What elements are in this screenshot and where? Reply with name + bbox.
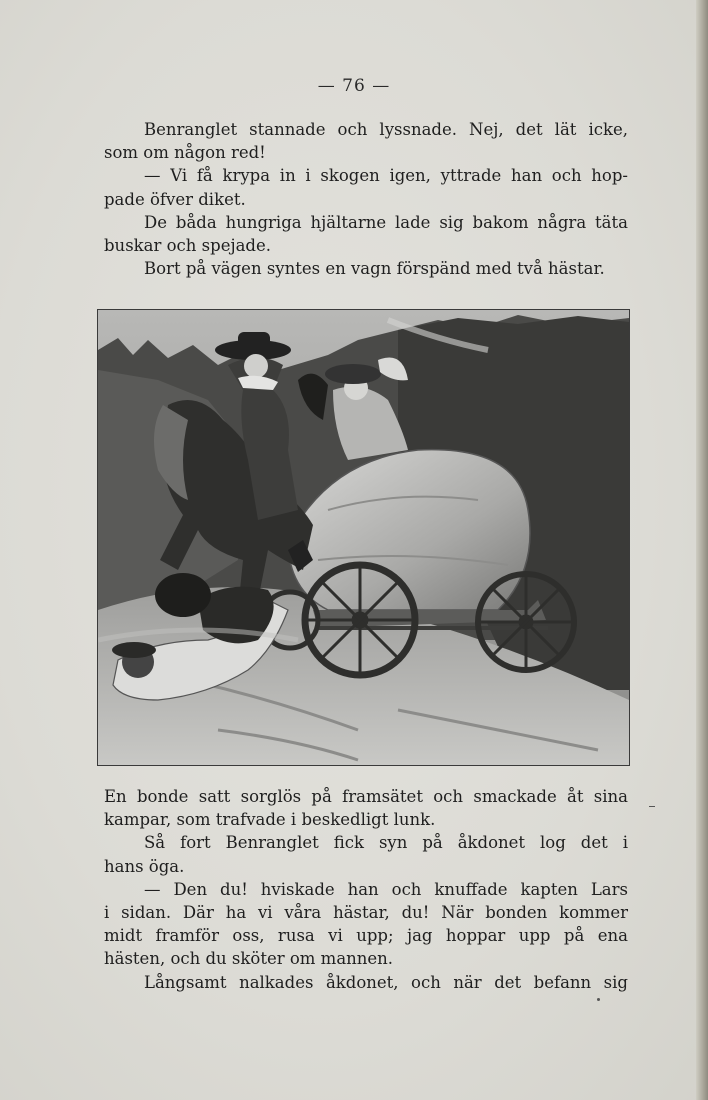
text-line: pade öfver diket. [104, 189, 246, 209]
text-line: buskar och spejade. [104, 236, 271, 256]
text-line: De båda hungriga hjältarne lade sig bakom några täta [144, 212, 628, 232]
text-line: Långsamt nalkades åkdonet, och när det befann sig [144, 972, 628, 992]
text-line: midt framför oss, rusa vi upp; jag hoppar upp på ena [104, 926, 628, 946]
paragraph [104, 118, 628, 164]
paragraph [104, 211, 628, 257]
paper-speck [649, 806, 655, 807]
text-line: kampar, som trafvade i beskedligt lunk. [104, 810, 436, 830]
paragraph [104, 257, 628, 280]
illustration-horse-cart [97, 309, 630, 766]
paragraph [104, 164, 628, 210]
paper-speck [597, 998, 600, 1001]
text-line: som om någon red! [104, 143, 266, 163]
text-line: Benranglet stannade och lyssnade. Nej, det lät icke, [144, 120, 628, 139]
text-block-bottom [104, 785, 628, 994]
text-line: — Vi få krypa in i skogen igen, yttrade han och hop- [144, 166, 628, 186]
illustration-drawing [98, 310, 629, 765]
paragraph [104, 831, 628, 877]
text-line: i sidan. Där ha vi våra hästar, du! När bonden kommer [104, 903, 628, 923]
paragraph [104, 785, 628, 831]
page-number: — 76 — [317, 76, 391, 96]
text-line: hästen, och du sköter om mannen. [104, 949, 394, 969]
text-line: Bort på vägen syntes en vagn förspänd med två hästar. [144, 259, 605, 279]
page-spine-edge [696, 0, 708, 1100]
text-block-top [104, 118, 628, 280]
paragraph [104, 878, 628, 971]
text-line: hans öga. [104, 856, 185, 876]
text-line: — Den du! hviskade han och knuffade kapten Lars [144, 879, 628, 899]
text-line: Så fort Benranglet fick syn på åkdonet log det i [144, 833, 628, 853]
text-line: En bonde satt sorglös på framsätet och smackade åt sina [104, 787, 628, 806]
paragraph [104, 971, 628, 994]
